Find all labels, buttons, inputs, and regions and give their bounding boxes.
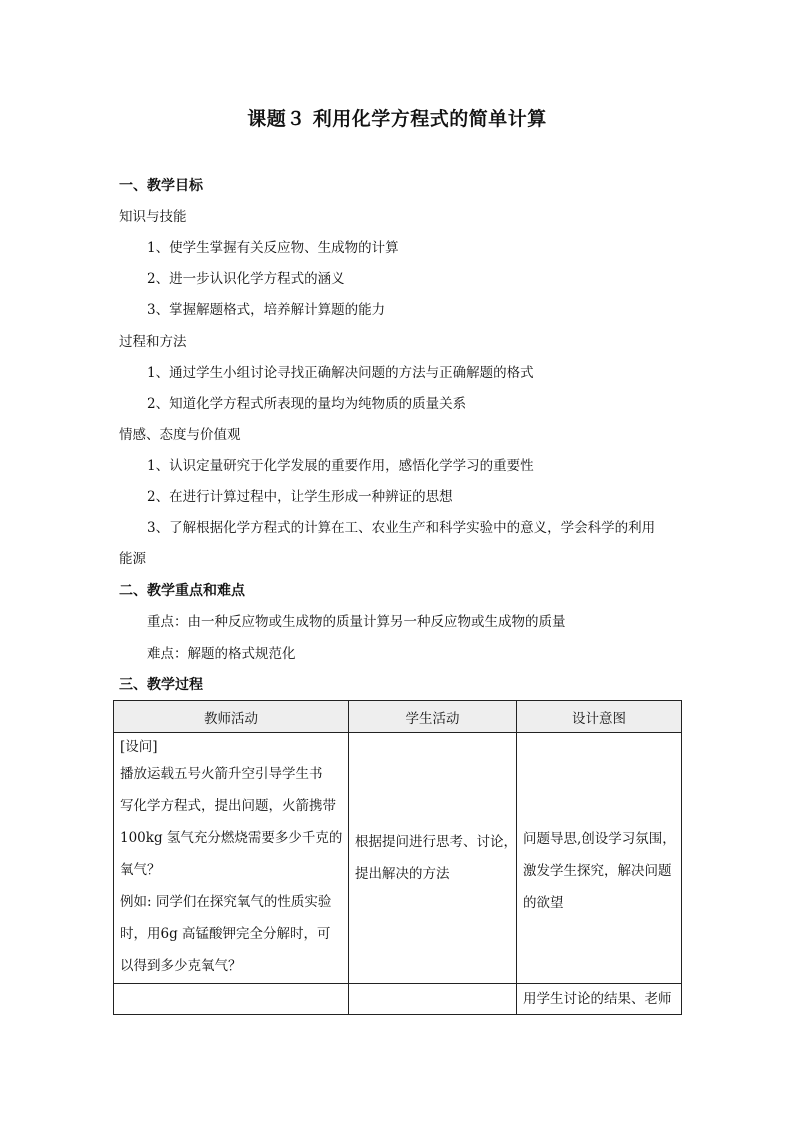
knowledge-item: 1、使学生掌握有关反应物、生成物的计算 [147, 240, 399, 256]
teacher-line: 写化学方程式，提出问题，火箭携带 [120, 798, 336, 814]
student-activity-cell [349, 733, 517, 984]
intent-line: 用学生讨论的结果、老师 [523, 991, 672, 1007]
teaching-process-table [113, 700, 682, 1015]
knowledge-item: 2、进一步认识化学方程式的涵义 [147, 271, 345, 287]
student-line: 提出解决的方法 [355, 866, 450, 882]
teacher-line: 以得到多少克氧气？ [120, 958, 242, 974]
emotion-item: 2、在进行计算过程中，让学生形成一种辨证的思想 [147, 489, 453, 505]
table-header-row [114, 701, 682, 733]
section-heading-objectives: 一、教学目标 [119, 178, 203, 194]
teacher-line: 时，用6g 高锰酸钾完全分解时，可 [120, 926, 331, 942]
teacher-line: 例如: 同学们在探究氧气的性质实验 [120, 894, 332, 910]
teacher-line: 氧气？ [120, 862, 161, 878]
emotion-item: 1、认识定量研究于化学发展的重要作用，感悟化学学习的重要性 [147, 458, 534, 474]
section-heading-key-points: 二、教学重点和难点 [119, 583, 245, 599]
teacher-line: 播放运载五号火箭升空引导学生书 [120, 766, 323, 782]
process-item: 1、通过学生小组讨论寻找正确解决问题的方法与正确解题的格式 [147, 365, 534, 381]
page-title: 课题３ 利用化学方程式的简单计算 [247, 108, 547, 130]
intent-line: 激发学生探究，解决问题 [523, 863, 672, 879]
subheading-emotion: 情感、态度与价值观 [119, 427, 241, 443]
difficulty-point: 难点：解题的格式规范化 [147, 646, 296, 662]
teacher-activity-cell [114, 984, 349, 1015]
subheading-process: 过程和方法 [119, 334, 187, 350]
header-design-intent: 设计意图 [517, 701, 682, 733]
table-row [114, 733, 682, 984]
header-student-activity: 学生活动 [349, 701, 517, 733]
knowledge-item: 3、掌握解题格式，培养解计算题的能力 [147, 302, 386, 318]
key-point: 重点：由一种反应物或生成物的质量计算另一种反应物或生成物的质量 [147, 614, 566, 630]
teacher-line: 100kg 氢气充分燃烧需要多少千克的 [120, 830, 343, 846]
design-intent-cell [517, 984, 682, 1015]
process-item: 2、知道化学方程式所表现的量均为纯物质的质量关系 [147, 396, 467, 412]
teacher-line: [设问] [120, 739, 158, 755]
intent-line: 的欲望 [523, 895, 564, 911]
emotion-item-continuation: 能源 [119, 551, 146, 567]
design-intent-cell [517, 733, 682, 984]
student-activity-cell [349, 984, 517, 1015]
table-row [114, 984, 682, 1015]
intent-line: 问题导思,创设学习氛围， [523, 831, 676, 847]
student-line: 根据提问进行思考、讨论， [355, 834, 517, 850]
subheading-knowledge: 知识与技能 [119, 209, 187, 225]
emotion-item: 3、了解根据化学方程式的计算在工、农业生产和科学实验中的意义，学会科学的利用 [147, 520, 656, 536]
header-teacher-activity: 教师活动 [114, 701, 349, 733]
section-heading-process: 三、教学过程 [119, 677, 203, 693]
teacher-activity-cell [114, 733, 349, 984]
